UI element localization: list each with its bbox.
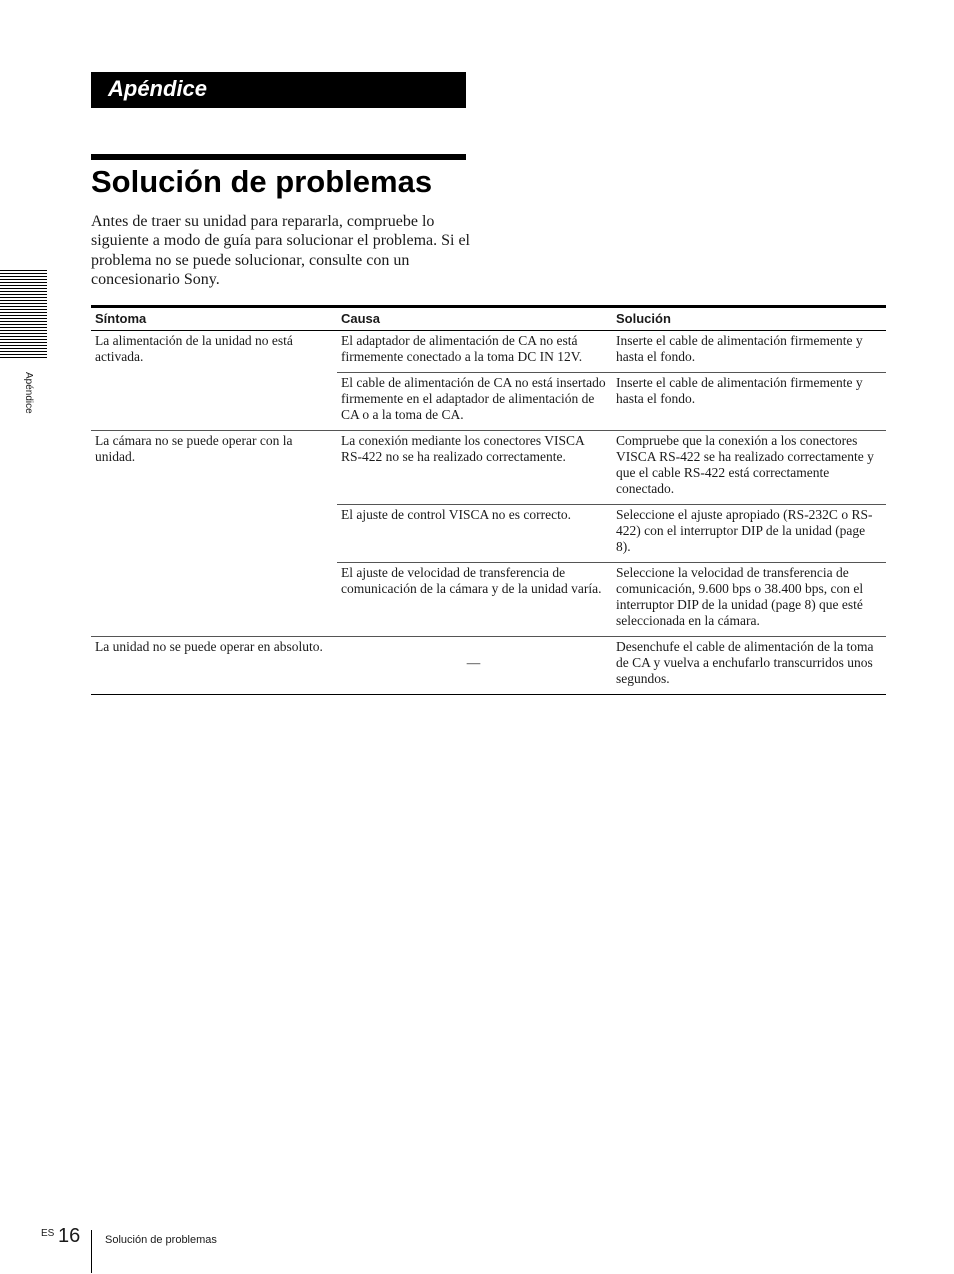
cause-cell: El cable de alimentación de CA no está insertado firmemente en el adaptador de alimentación de CA o a la toma de CA. (337, 373, 612, 431)
page-title: Solución de problemas (91, 164, 433, 199)
footer-divider (91, 1230, 92, 1273)
solution-cell: Compruebe que la conexión a los conectores VISCA RS-422 se ha realizado correctamente y que el cable RS-422 está correctamente conectado. (612, 431, 886, 505)
header-solution: Solución (612, 307, 886, 331)
symptom-cell: La alimentación de la unidad no está activada. (91, 331, 337, 431)
table-row (91, 331, 886, 373)
symptom-cell: La unidad no se puede operar en absoluto. (91, 637, 337, 695)
solution-cell: Inserte el cable de alimentación firmemente y hasta el fondo. (612, 373, 886, 431)
cause-cell: El adaptador de alimentación de CA no está firmemente conectado a la toma DC IN 12V. (337, 331, 612, 373)
solution-cell: Desenchufe el cable de alimentación de la toma de CA y vuelva a enchufarlo transcurridos unos segundos. (612, 637, 886, 695)
cause-cell: El ajuste de velocidad de transferencia de comunicación de la cámara y de la unidad varía. (337, 563, 612, 637)
cause-cell: — (337, 637, 612, 695)
side-tab-marker (0, 270, 47, 360)
header-symptom: Síntoma (91, 307, 337, 331)
header-cause: Causa (337, 307, 612, 331)
table-row (91, 431, 886, 505)
cause-cell: El ajuste de control VISCA no es correcto. (337, 505, 612, 563)
symptom-cell: La cámara no se puede operar con la unidad. (91, 431, 337, 637)
solution-cell: Inserte el cable de alimentación firmemente y hasta el fondo. (612, 331, 886, 373)
solution-cell: Seleccione la velocidad de transferencia de comunicación, 9.600 bps o 38.400 bps, con el interruptor DIP de la unidad (page 8) que esté seleccionada en la cámara. (612, 563, 886, 637)
cause-cell: La conexión mediante los conectores VISCA RS-422 no se ha realizado correctamente. (337, 431, 612, 505)
footer-page-number: 16 (58, 1225, 81, 1247)
solution-cell: Seleccione el ajuste apropiado (RS-232C o RS-422) con el interruptor DIP de la unidad (page 8). (612, 505, 886, 563)
table-header-row (91, 307, 886, 331)
section-label: Apéndice (108, 76, 208, 101)
side-tab-label: Apéndice (23, 372, 34, 414)
footer-language-code: ES (41, 1228, 55, 1239)
table-row (91, 637, 886, 695)
intro-paragraph: Antes de traer su unidad para repararla, compruebe lo siguiente a modo de guía para solucionar el problema. Si el problema no se puede solucionar, consulte con un concesionario Sony. (91, 213, 470, 289)
section-banner (91, 72, 466, 108)
troubleshooting-table (91, 305, 886, 695)
footer-running-title: Solución de problemas (105, 1234, 217, 1246)
